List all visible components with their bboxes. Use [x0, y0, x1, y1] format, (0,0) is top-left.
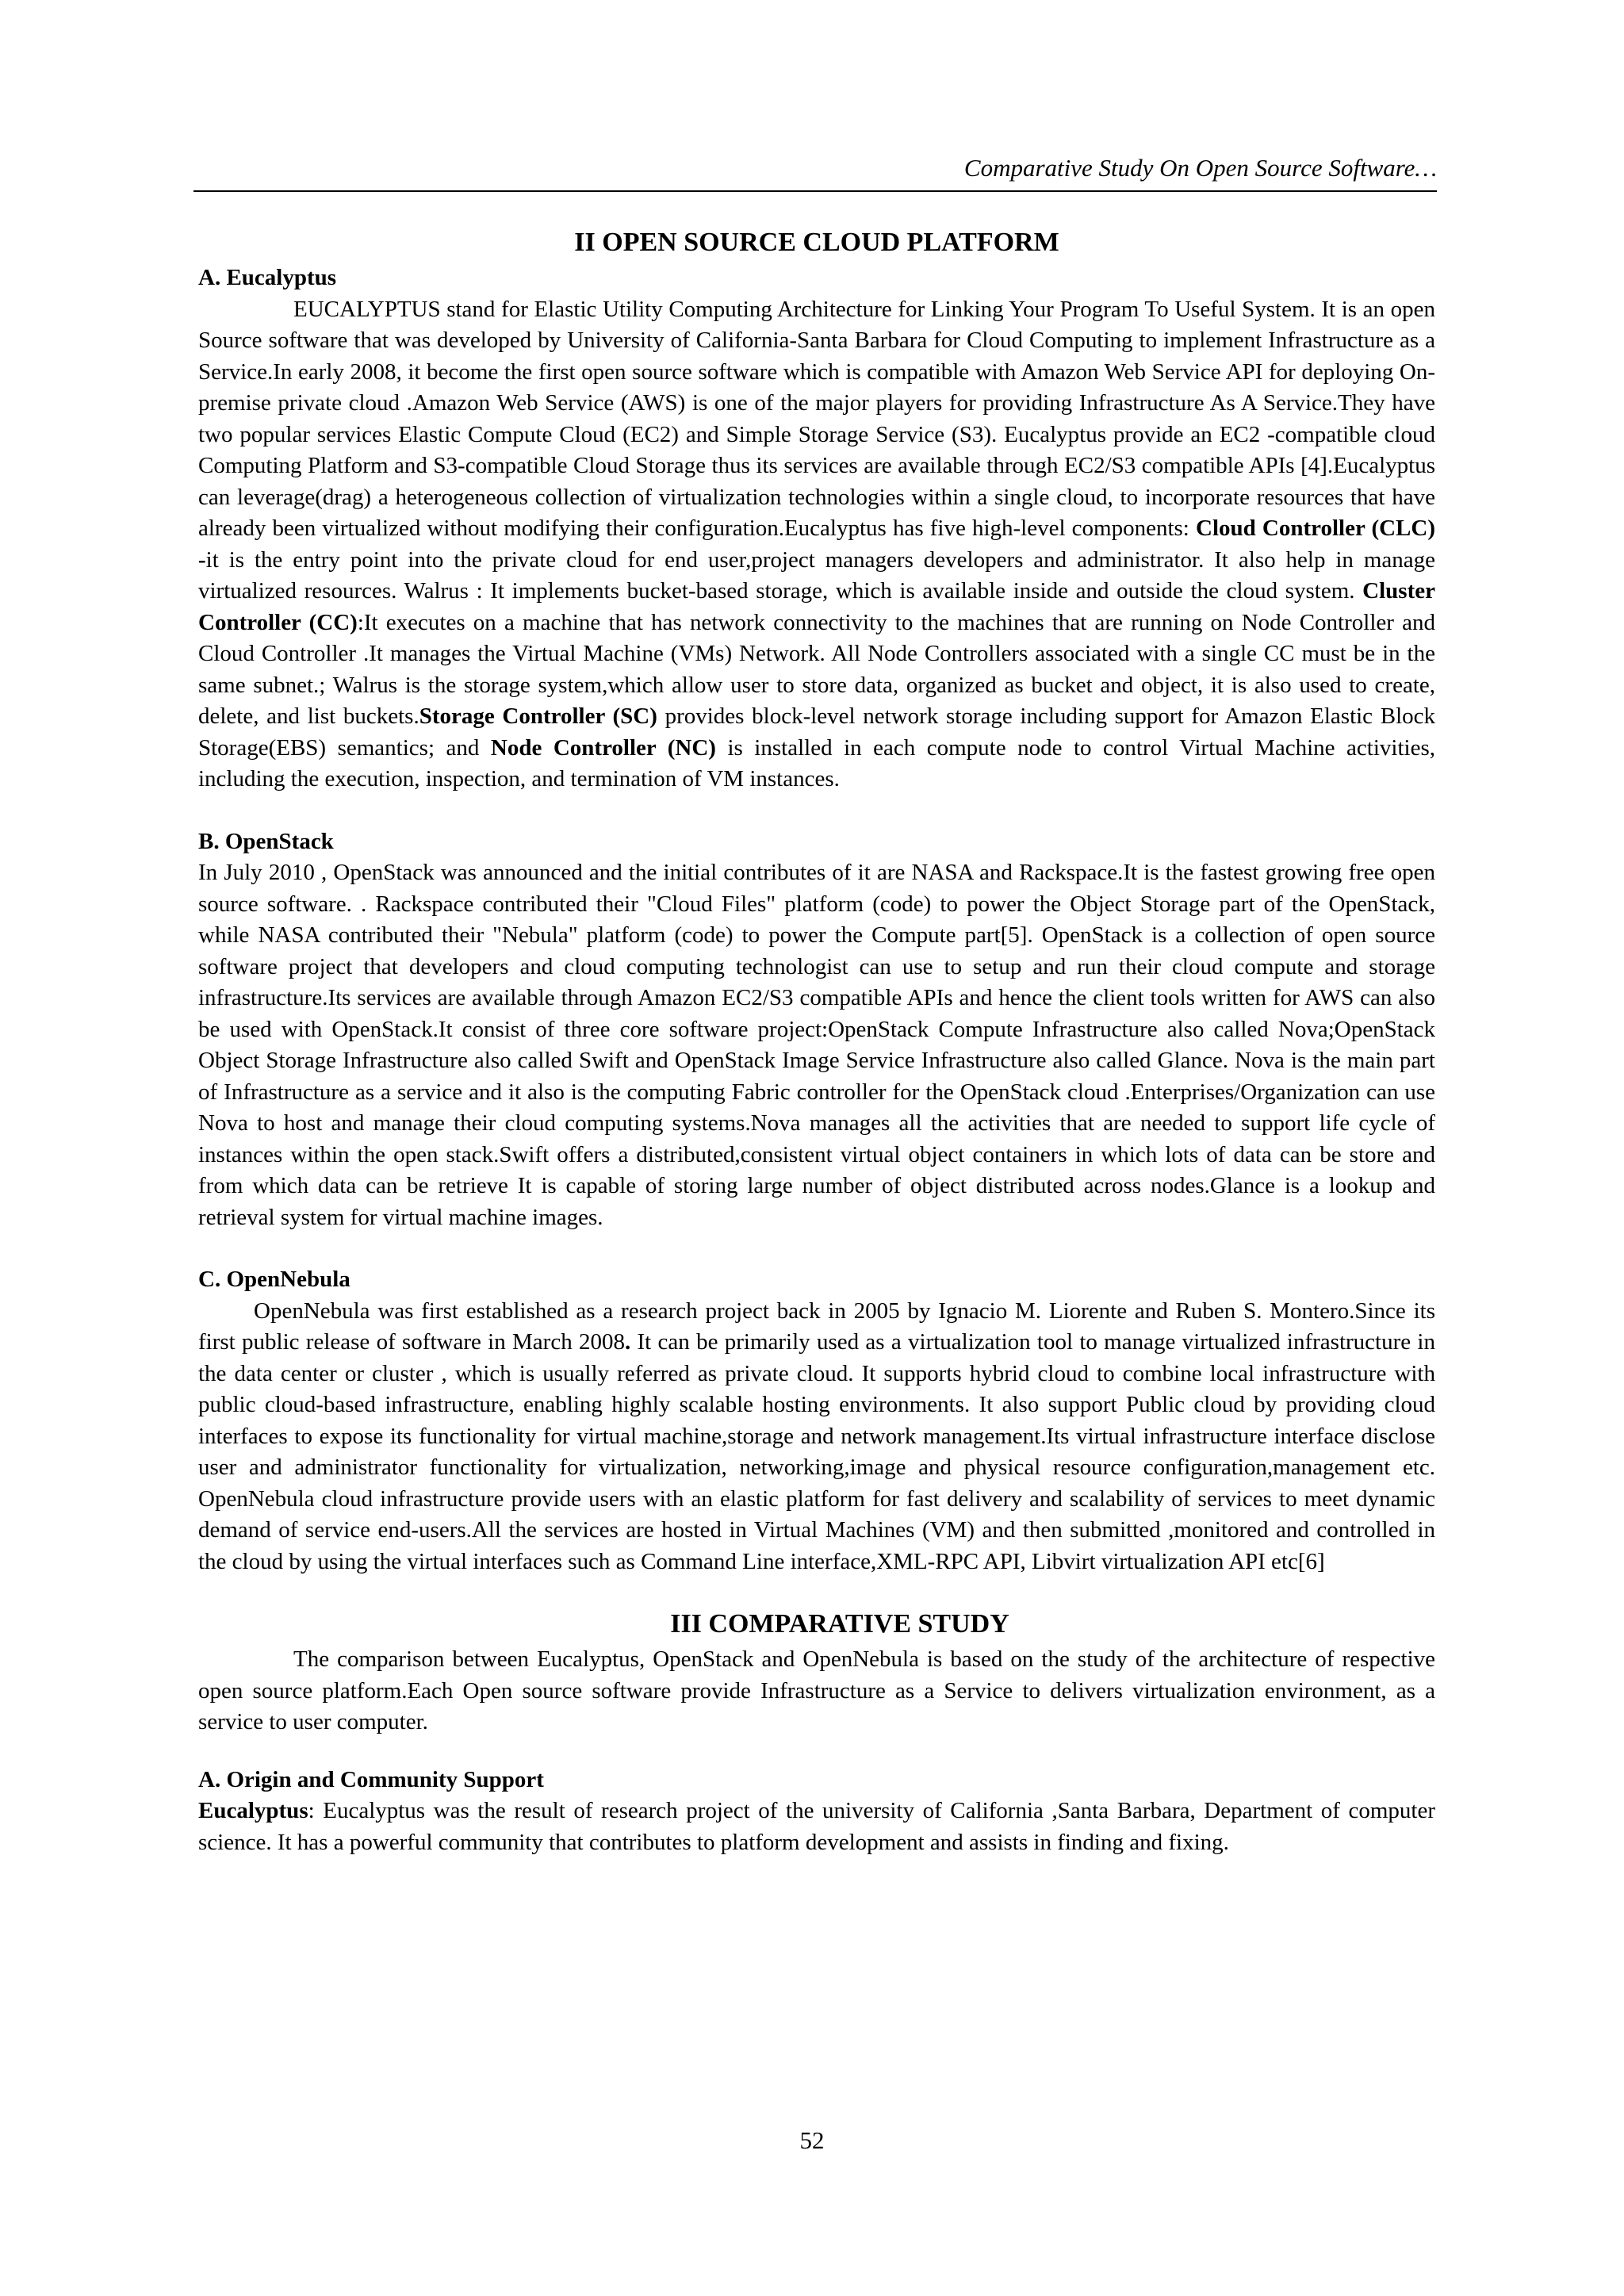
term-storage-controller: Storage Controller (SC) — [419, 703, 657, 729]
text-run: is installed in each compute node to control Virtual Machine activities, including the execution, inspection, and termination of VM instances. — [198, 734, 1435, 792]
spacer — [198, 1577, 1435, 1608]
subsection-heading-opennebula: C. OpenNebula — [198, 1267, 350, 1292]
text-run: It can be primarily used as a virtualization tool to manage virtualized infrastructure in the data center or cluster , which is usually referred as private cloud. It supports hybrid cloud to combine local infrastructure with public cloud-based infrastructure, enabling highly scalable hosting environments. It also support Public cloud by providing cloud interfaces to expose its functionality for virtual machine,storage and network management.Its virtual infrastructure interface disclose user and administrator functionality for virtualization, networking,image and physical resource configuration,management etc. OpenNebula cloud infrastructure provide users with an elastic platform for fast delivery and scalability of services to meet dynamic demand of service end-users.All the services are hosted in Virtual Machines (VM) and then submitted ,monitored and controlled in the cloud by using the virtual interfaces such as Command Line interface,XML-RPC API, Libvirt virtualization API etc[6] — [198, 1329, 1435, 1574]
text-run: it is the entry point into the private cloud for end user,project managers developers and administrator. It also help in manage virtualized resources. Walrus : It implements bucket-based storage, which is available inside and outside the cloud system. — [198, 546, 1435, 604]
term-cluster-controller: Cluster Controller (CC) — [198, 578, 1435, 635]
term-node-controller: Node Controller (NC) — [490, 734, 716, 761]
bold-period: . — [624, 1329, 631, 1355]
paragraph-opennebula — [198, 1296, 1435, 1578]
subsection-heading-eucalyptus: A. Eucalyptus — [198, 265, 337, 290]
section-title-comparative-study: III COMPARATIVE STUDY — [670, 1609, 1009, 1639]
text-run: OpenNebula was first established as a research project back in 2005 by Ignacio M. Liorente and Ruben S. Montero.Since its first public release of software in March 2008 — [198, 1297, 1435, 1355]
running-header: Comparative Study On Open Source Software… — [963, 154, 1437, 182]
subsection-heading-openstack: B. OpenStack — [198, 828, 334, 854]
text-run: : Eucalyptus was the result of research project of the university of California ,Santa Barbara, Department of computer science. It has a powerful community that contributes to platform development and assists in finding and fixing. — [198, 1798, 1435, 1855]
paragraph-origin-eucalyptus — [198, 1796, 1435, 1858]
header-rule — [193, 190, 1437, 192]
paragraph-eucalyptus — [198, 294, 1435, 795]
body-content — [198, 227, 1435, 1858]
spacer — [198, 795, 1435, 826]
term-cloud-controller: Cloud Controller (CLC) - — [198, 516, 1435, 573]
term-eucalyptus: Eucalyptus — [198, 1798, 308, 1823]
paragraph-openstack: In July 2010 , OpenStack was announced and the initial contributes of it are NASA and Rackspace.It is the fastest growing free open source software. . Rackspace contributed their "Cloud Files" platform (code) to power the Object Storage part of the OpenStack, while NASA contributed their "Nebula" platform (code) to power the Compute part[5]. OpenStack is a collection of open source software project that developers and cloud computing technologist can use to setup and run their cloud compute and storage infrastructure.Its services are available through Amazon EC2/S3 compatible APIs and hence the client tools written for AWS can also be used with OpenStack.It consist of three core software project:OpenStack Compute Infrastructure also called Nova;OpenStack Object Storage Infrastructure also called Swift and OpenStack Image Service Infrastructure also called Glance. Nova is the main part of Infrastructure as a service and it also is the computing Fabric controller for the OpenStack cloud .Enterprises/Organization can use Nova to host and manage their cloud computing systems.Nova manages all the activities that are needed to support life cycle of instances within the open stack.Swift offers a distributed,consistent virtual object containers in which lots of data can be store and from which data can be retrieve It is capable of storing large number of object distributed across nodes.Glance is a lookup and retrieval system for virtual machine images. — [198, 860, 1435, 1230]
spacer — [198, 1233, 1435, 1264]
text-run: provides block-level network storage including support for Amazon Elastic Block Storage(EBS) semantics; and — [198, 703, 1436, 761]
paragraph-comparative-intro: The comparison between Eucalyptus, OpenStack and OpenNebula is based on the study of the architecture of respective open source platform.Each Open source software provide Infrastructure as a Service to delivers virtualization environment, as a service to user computer. — [198, 1646, 1435, 1734]
spacer — [198, 1738, 1435, 1765]
page-number: 52 — [799, 2126, 825, 2154]
text-run: :It executes on a machine that has network connectivity to the machines that are running on Node Controller and Cloud Controller .It manages the Virtual Machine (VMs) Network. All Node Controllers associated with a single CC must be in the same subnet.; Walrus is the storage system,which allow user to store data, organized as bucket and object, it is also used to create, delete, and list buckets. — [198, 609, 1435, 729]
subsection-heading-origin-community: A. Origin and Community Support — [198, 1766, 544, 1792]
section-title-open-source-cloud-platform: II OPEN SOURCE CLOUD PLATFORM — [574, 228, 1059, 257]
text-run: EUCALYPTUS stand for Elastic Utility Computing Architecture for Linking Your Program To Useful System. It is an open Source software that was developed by University of California-Santa Barbara for Cloud Computing to implement Infrastructure as a Service.In early 2008, it become the first open source software which is compatible with Amazon Web Service API for deploying On-premise private cloud .Amazon Web Service (AWS) is one of the major players for providing Infrastructure As A Service.They have two popular services Elastic Compute Cloud (EC2) and Simple Storage Service (S3). Eucalyptus provide an EC2 -compatible cloud Computing Platform and S3-compatible Cloud Storage thus its services are available through EC2/S3 compatible APIs [4].Eucalyptus can leverage(drag) a heterogeneous collection of virtualization technologies within a single cloud, to incorporate resources that have already been virtualized without modifying their configuration.Eucalyptus has five high-level components: — [198, 296, 1435, 541]
